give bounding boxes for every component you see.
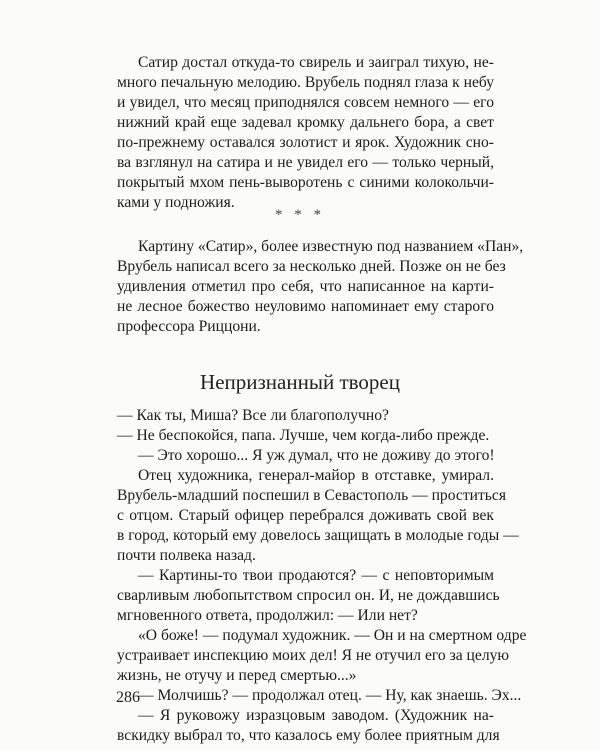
text-line: — Это хорошо... Я уж думал, что не доживу до этого! [138,447,495,464]
text-line: в город, который ему довелось защищать в молодые годы — [117,527,519,544]
text-line: жизнь, не отучу и перед смертью...» [117,667,357,684]
text-line: вскидку выбрал то, что казалось ему более приятным для [117,727,500,744]
text-line: Отец художника, генерал-майор в отставке, умирал. [138,467,494,484]
text-line: нижний край еще задевал кромку дальнего бора, а свет [117,114,494,131]
page-number: 286 [116,689,140,706]
text-line: много печальную мелодию. Врубель поднял глаза к небу [117,74,494,91]
text-line: Сатир достал откуда-то свирель и заиграл тихую, не- [138,54,494,71]
text-line: по-прежнему оставался золотист и ярок. Художник сно- [117,134,494,151]
text-line: — Картины-то твои продаются? — с неповторимым [138,567,494,584]
text-line: ками у подножия. [117,194,235,211]
text-line: ва взглянул на сатира и не увидел его — только черный, [117,154,494,171]
text-line: устраивает инспекцию моих дел! Я не отучил его за целую [117,647,510,664]
text-line: Врубель написал всего за несколько дней. Позже он не без [117,258,506,275]
text-line: — Не беспокойся, папа. Лучше, чем когда-либо прежде. [117,427,490,444]
text-line: мгновенного ответа, продолжил: — Или нет? [117,607,418,624]
text-line: — Молчишь? — продолжал отец. — Ну, как знаешь. Эх... [138,687,522,704]
text-line: не лесное божество неуловимо напоминает ему старого [117,298,494,315]
paragraph-pan-painting [117,237,524,337]
text-line: Врубель-младший поспешил в Севастополь — проститься [117,487,506,504]
paragraph-satyr-melody [117,53,494,213]
text-line: покрытый мхом пень-выворотень с синими колокольчи- [117,174,494,191]
text-line: удивления отметил про себя, что написанное на карти- [117,278,494,295]
text-line: с отцом. Старый офицер перебрался доживать свой век [117,507,494,524]
section-separator: * * * [275,207,325,223]
text-line: профессора Риццони. [117,318,261,335]
chapter-body [117,406,527,746]
chapter-title: Непризнанный творец [200,370,400,394]
text-line: — Я руковожу изразцовым заводом. (Художник на- [138,707,494,724]
text-line: почти полвека назад. [117,547,256,564]
text-line: и увидел, что месяц приподнялся совсем немного — его [117,94,494,111]
text-line: «О боже! — подумал художник. — Он и на смертном одре [138,627,527,644]
text-line: сварливым любопытством спросил он. И, не дождавшись [117,587,500,604]
text-line: — Как ты, Миша? Все ли благополучно? [117,407,389,424]
text-line: Картину «Сатир», более известную под названием «Пан», [138,238,524,255]
